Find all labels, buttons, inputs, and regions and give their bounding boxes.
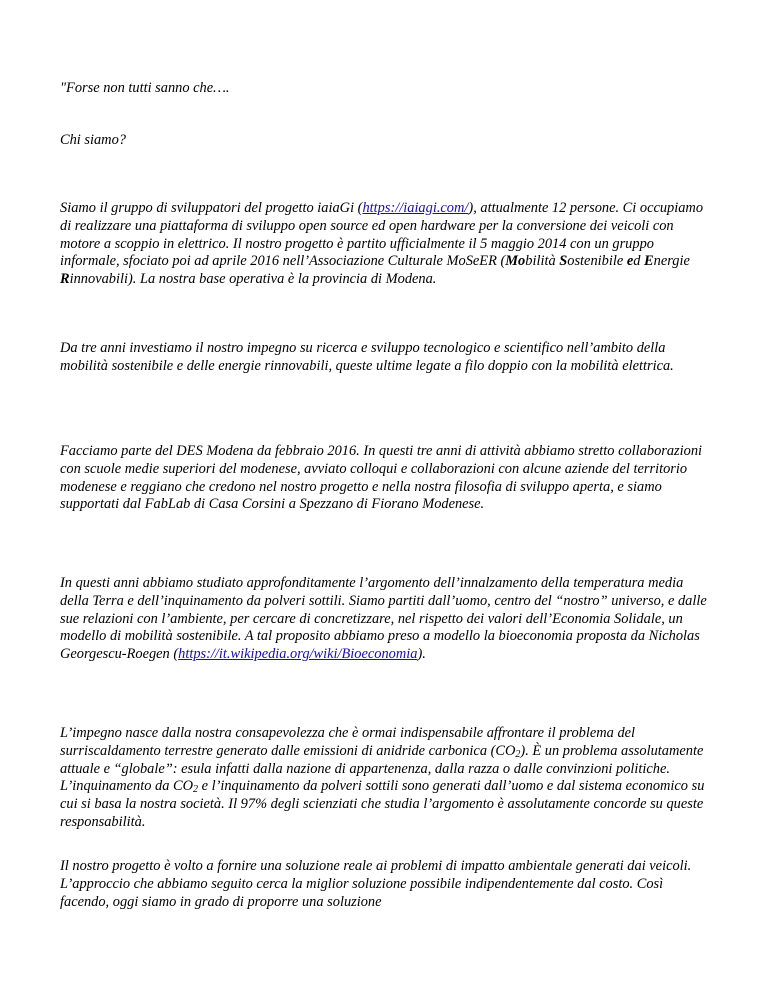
- subscript-2: 2: [192, 784, 198, 796]
- paragraph-project-goal: Il nostro progetto è volto a fornire una soluzione reale ai problemi di impatto ambientale generati dai veicoli. L’approccio che abbiamo seguito cerca la miglior soluzione possibile indipendentemente dal costo. Così facendo, oggi siamo in grado di proporre una soluzione: [60, 858, 692, 910]
- paragraph-text: ). È un problema assolutamente attuale e “globale”: esula infatti dalla nazione di appartenenza, dalla razza o dalle convinzioni politiche. L’inquinamento da CO: [60, 742, 704, 795]
- subscript-2: 2: [515, 748, 521, 760]
- iaiagi-link[interactable]: https://iaiagi.com/: [362, 200, 469, 216]
- paragraph-text: e l’inquinamento da polveri sottili sono generati dall’uomo e dal sistema economico su cui si basa la nostra società. Il 97% degli scienziati che studia l’argomento è assolutamente concorde su queste responsabilità.: [60, 778, 705, 830]
- acronym-letter: Mo: [505, 253, 526, 270]
- paragraph-text: bilità: [525, 253, 560, 270]
- paragraph-text: Siamo il gruppo di sviluppatori del progetto iaiaGi (: [60, 200, 363, 216]
- acronym-letter: E: [644, 253, 654, 270]
- paragraph-co2: [60, 725, 712, 832]
- paragraph-text: ostenibile: [567, 253, 627, 270]
- paragraph-text: d: [633, 253, 645, 270]
- acronym-letter: e: [626, 253, 634, 270]
- intro-line: "Forse non tutti sanno che….: [60, 80, 230, 96]
- paragraph-des-modena: Facciamo parte del DES Modena da febbraio 2016. In questi tre anni di attività abbiamo stretto collaborazioni con scuole medie superiori del modenese, avviato colloqui e collaborazioni con alcune aziende del territorio modenese e reggiano che credono nel nostro progetto e nella nostra filosofia di sviluppo aperta, e siamo supportati dal FabLab di Casa Corsini a Spezzano di Fiorano Modenese.: [60, 443, 703, 513]
- section-heading: Chi siamo?: [60, 132, 126, 148]
- paragraph-chi-siamo: [60, 200, 712, 289]
- acronym-letter: S: [559, 253, 568, 270]
- paragraph-text: nergie: [653, 253, 690, 270]
- paragraph-text: innovabili). La nostra base operativa è la provincia di Modena.: [69, 271, 437, 288]
- paragraph-bioeconomy: [60, 575, 712, 664]
- paragraph-text: L’impegno nasce dalla nostra consapevolezza che è ormai indispensabile affrontare il problema del surriscaldamento terrestre generato dalle emissioni di anidride carbonica (CO: [60, 725, 636, 759]
- paragraph-text: ).: [417, 646, 426, 663]
- acronym-letter: R: [60, 271, 70, 288]
- paragraph-research: Da tre anni investiamo il nostro impegno su ricerca e sviluppo tecnologico e scientifico nell’ambito della mobilità sostenibile e delle energie rinnovabili, queste ultime legate a filo doppio con la mobilità elettrica.: [60, 340, 674, 374]
- bioeconomia-link[interactable]: https://it.wikipedia.org/wiki/Bioeconomia: [178, 646, 418, 663]
- paragraph-text: ), attualmente 12 persone. Ci occupiamo di realizzare una piattaforma di sviluppo open source ed open hardware per la conversione dei veicoli con motore a scoppio in elettrico. Il nostro progetto è partito ufficialmente il 5 maggio 2014 con un gruppo informale, sfociato poi ad aprile 2016 nell’Associazione Culturale MoSeER (: [60, 200, 704, 270]
- paragraph-text: In questi anni abbiamo studiato approfonditamente l’argomento dell’innalzamento della temperatura media della Terra e dell’inquinamento da polveri sottili. Siamo partiti dall’uomo, centro del “nostro” universo, e dalle sue relazioni con l’ambiente, per cercare di concretizzare, nel rispetto dei valori dell’Economia Solidale, un modello di mobilità sostenibile. A tal proposito abbiamo preso a modello la bioeconomia proposta da Nicholas Georgescu-Roegen (: [60, 575, 707, 663]
